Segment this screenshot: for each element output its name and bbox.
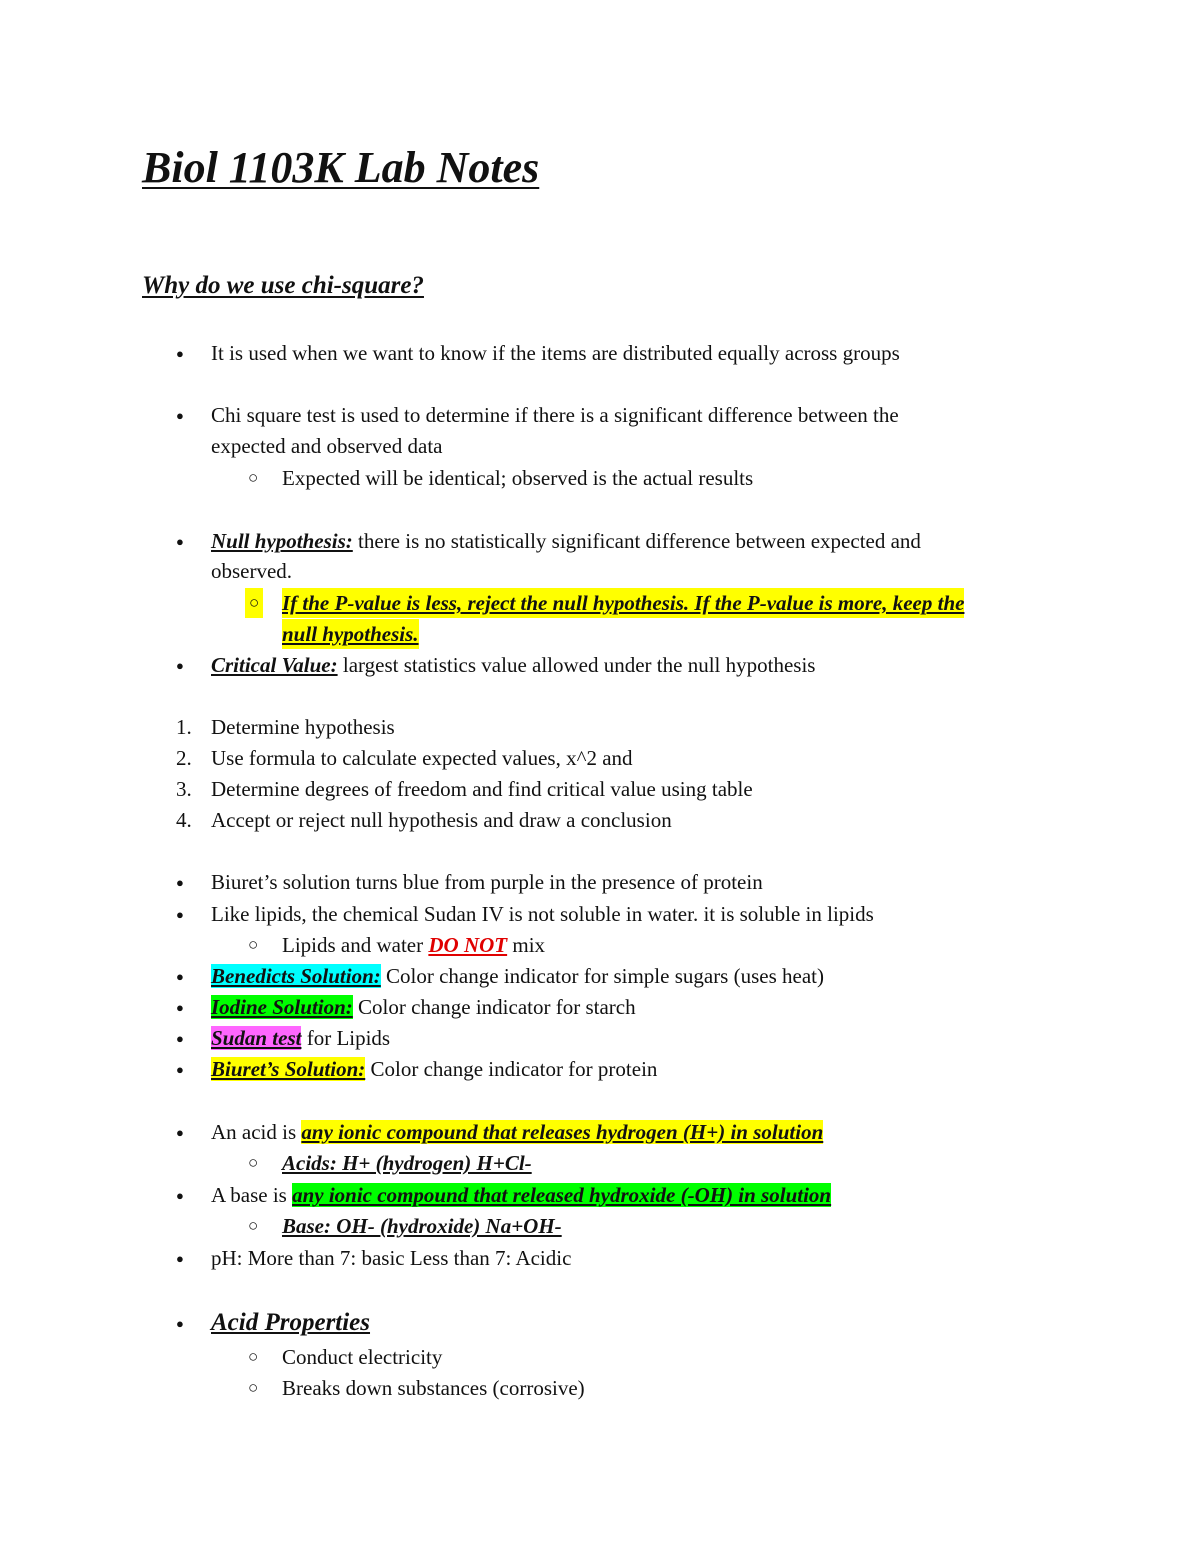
list-item-base — [211, 1180, 831, 1210]
term-benedicts-solution: Benedicts Solution: — [211, 964, 381, 988]
bullet-marker: ● — [176, 346, 184, 361]
sub-item-expected-observed: Expected will be identical; observed is the actual results — [282, 466, 754, 490]
section-heading-chi-square: Why do we use chi-square? — [142, 272, 424, 299]
lipids-text: Lipids and water — [282, 933, 429, 957]
bullet-marker: ● — [176, 875, 184, 890]
bullet-marker: ● — [176, 1251, 184, 1266]
list-item-acid — [211, 1117, 823, 1147]
lipids-text-end: mix — [507, 933, 546, 957]
sub-bullet-marker: ○ — [248, 935, 259, 954]
list-item-biuret-solution — [211, 1054, 657, 1084]
list-item-biuret-color: Biuret’s solution turns blue from purple in the presence of protein — [211, 870, 763, 894]
sub-bullet-marker: ○ — [248, 1216, 259, 1235]
sub-item-base-example: Base: OH- (hydroxide) Na+OH- — [282, 1214, 562, 1238]
step-number: 2. — [176, 746, 192, 770]
step-item: Determine degrees of freedom and find critical value using table — [211, 777, 753, 801]
list-item-null-hypothesis — [211, 526, 921, 556]
definition-null-hypothesis-cont: observed. — [211, 559, 293, 583]
step-number: 4. — [176, 808, 192, 832]
bullet-marker: ● — [176, 408, 184, 423]
sub-item-lipids-water — [282, 930, 545, 960]
list-item-ph: pH: More than 7: basic Less than 7: Acidic — [211, 1246, 572, 1270]
term-biuret-solution: Biuret’s Solution: — [211, 1057, 366, 1081]
definition-benedicts: Color change indicator for simple sugars (uses heat) — [380, 964, 824, 988]
list-item-sudan-iv: Like lipids, the chemical Sudan IV is not soluble in water. it is soluble in lipids — [211, 902, 874, 926]
highlight-p-value-rule-line2: null hypothesis. — [282, 619, 419, 649]
step-item: Use formula to calculate expected values, x^2 and — [211, 746, 633, 770]
definition-acid-highlight: any ionic compound that releases hydrogen (H+) in solution — [301, 1120, 824, 1144]
term-sudan-test: Sudan test — [211, 1026, 302, 1050]
bullet-marker: ● — [176, 969, 184, 984]
step-item: Determine hypothesis — [211, 715, 395, 739]
acid-text: An acid is — [211, 1120, 302, 1144]
bullet-marker: ● — [176, 658, 184, 673]
subheading-acid-properties: Acid Properties — [211, 1309, 371, 1336]
bullet-marker: ● — [176, 1316, 184, 1331]
sub-bullet-marker: ○ — [248, 1153, 259, 1172]
highlight-p-value-rule-line1: If the P-value is less, reject the null hypothesis. If the P-value is more, keep the — [282, 588, 964, 618]
list-item-sudan-test — [211, 1023, 390, 1053]
list-item-chi-use: It is used when we want to know if the items are distributed equally across groups — [211, 341, 900, 365]
bullet-marker: ● — [176, 1062, 184, 1077]
term-null-hypothesis: Null hypothesis: — [211, 529, 353, 553]
definition-null-hypothesis: there is no statistically significant difference between expected and — [352, 529, 921, 553]
definition-biuret: Color change indicator for protein — [365, 1057, 658, 1081]
definition-critical-value: largest statistics value allowed under the null hypothesis — [337, 653, 816, 677]
bullet-marker: ● — [176, 1000, 184, 1015]
bullet-marker: ● — [176, 534, 184, 549]
list-item-chi-test-line2: expected and observed data — [211, 434, 443, 458]
sub-bullet-marker: ○ — [248, 468, 259, 487]
bullet-marker: ● — [176, 1125, 184, 1140]
sub-bullet-marker: ○ — [248, 1347, 259, 1366]
base-text: A base is — [211, 1183, 293, 1207]
step-item: Accept or reject null hypothesis and draw a conclusion — [211, 808, 672, 832]
list-item-benedicts — [211, 961, 824, 991]
list-item-iodine — [211, 992, 636, 1022]
emphasis-do-not: DO NOT — [428, 933, 508, 957]
bullet-marker: ● — [176, 907, 184, 922]
definition-sudan-test: for Lipids — [301, 1026, 391, 1050]
list-item-critical-value — [211, 650, 815, 680]
sub-item-acid-property: Breaks down substances (corrosive) — [282, 1376, 585, 1400]
sub-bullet-marker: ○ — [248, 1378, 259, 1397]
sub-item-acids-example: Acids: H+ (hydrogen) H+Cl- — [282, 1151, 532, 1175]
bullet-marker: ● — [176, 1188, 184, 1203]
bullet-marker: ● — [176, 1031, 184, 1046]
sub-item-acid-property: Conduct electricity — [282, 1345, 443, 1369]
sub-bullet-marker: ○ — [245, 588, 263, 618]
term-critical-value: Critical Value: — [211, 653, 338, 677]
step-number: 1. — [176, 715, 192, 739]
document-title: Biol 1103K Lab Notes — [142, 143, 540, 192]
list-item-chi-test-line1: Chi square test is used to determine if there is a significant difference between the — [211, 403, 899, 427]
term-iodine-solution: Iodine Solution: — [211, 995, 353, 1019]
definition-base-highlight: any ionic compound that released hydroxide (-OH) in solution — [292, 1183, 832, 1207]
step-number: 3. — [176, 777, 192, 801]
definition-iodine: Color change indicator for starch — [352, 995, 636, 1019]
